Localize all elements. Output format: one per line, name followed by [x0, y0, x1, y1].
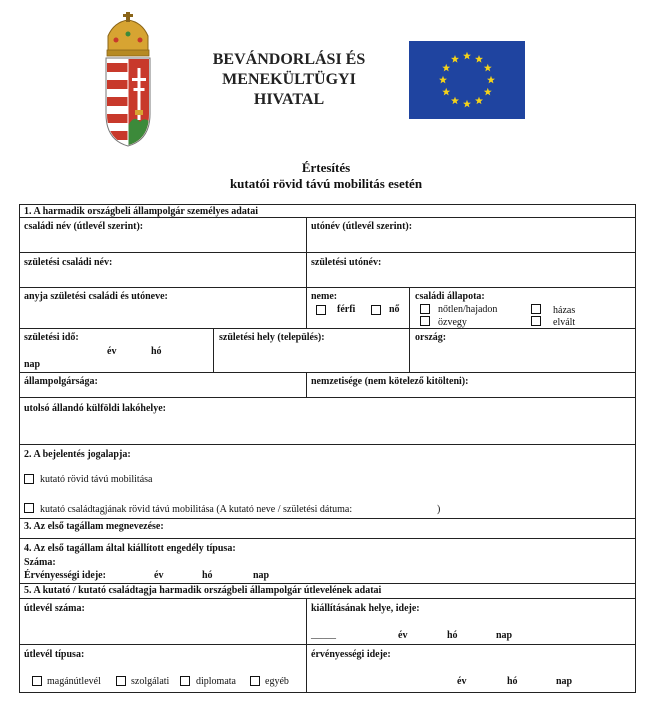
- section-4-header: 4. Az első tagállam által kiállított engedély típusa:: [24, 543, 236, 554]
- marital-divorced-label: elvált: [553, 317, 576, 328]
- passport-type-other-checkbox[interactable]: [250, 676, 260, 686]
- permit-number-label: Száma:: [24, 557, 56, 568]
- birth-place-label: születési hely (település):: [219, 332, 325, 343]
- passport-validity-month-label: hó: [507, 676, 518, 687]
- column-divider: [306, 287, 307, 328]
- marital-divorced-checkbox[interactable]: [531, 316, 541, 326]
- agency-name: [196, 50, 382, 110]
- column-divider: [306, 598, 307, 693]
- row-divider: [19, 328, 636, 329]
- permit-month-label: hó: [202, 570, 213, 581]
- mother-name-label: anyja születési családi és utóneve:: [24, 291, 168, 302]
- permit-year-label: év: [154, 570, 164, 581]
- marital-single-label: nőtlen/hajadon: [438, 304, 498, 315]
- row-divider: [19, 287, 636, 288]
- passport-issue-day-label: nap: [496, 630, 513, 641]
- column-divider: [306, 372, 307, 397]
- passport-type-service-checkbox[interactable]: [116, 676, 126, 686]
- passport-type-private-label: magánútlevél: [47, 676, 101, 687]
- legal-basis-researcher-checkbox[interactable]: [24, 474, 34, 484]
- column-divider: [213, 328, 214, 372]
- birth-day-label: nap: [24, 359, 41, 370]
- marital-married-label: házas: [553, 305, 576, 316]
- row-divider: [19, 252, 636, 253]
- legal-basis-family-close: ): [437, 504, 441, 515]
- marital-status-label: családi állapota:: [415, 291, 485, 302]
- form-subtitle: kutatói rövid távú mobilitás esetén: [229, 176, 423, 191]
- birth-family-name-label: születési családi név:: [24, 257, 113, 268]
- sex-label: neme:: [311, 291, 338, 302]
- marital-widowed-checkbox[interactable]: [420, 316, 430, 326]
- passport-issue-month-label: hó: [447, 630, 458, 641]
- passport-number-label: útlevél száma:: [24, 603, 85, 614]
- passport-type-diplomatic-label: diplomata: [196, 676, 236, 687]
- legal-basis-researcher-label: kutató rövid távú mobilitása: [40, 474, 153, 485]
- column-divider: [306, 217, 307, 287]
- passport-issue-label: kiállításának helye, ideje:: [311, 603, 420, 614]
- sex-male-checkbox[interactable]: [316, 305, 326, 315]
- agency-name-line-1: BEVÁNDORLÁSI ÉS: [212, 51, 366, 68]
- citizenship-label: állampolgársága:: [24, 376, 98, 387]
- passport-validity-day-label: nap: [556, 676, 573, 687]
- passport-validity-year-label: év: [457, 676, 467, 687]
- sex-male-label: férfi: [337, 304, 356, 315]
- birth-year-label: év: [107, 346, 117, 357]
- birth-date-label: születési idő:: [24, 332, 79, 343]
- permit-validity-label: Érvényességi ideje:: [24, 570, 106, 581]
- passport-issue-year-label: év: [398, 630, 408, 641]
- passport-type-label: útlevél típusa:: [24, 649, 85, 660]
- passport-issue-blank: _____: [311, 629, 336, 640]
- permit-day-label: nap: [253, 570, 270, 581]
- marital-single-checkbox[interactable]: [420, 304, 430, 314]
- section-1-header: 1. A harmadik országbeli állampolgár személyes adatai: [24, 206, 258, 217]
- passport-type-diplomatic-checkbox[interactable]: [180, 676, 190, 686]
- legal-basis-family-label: kutató családtagjának rövid távú mobilitása (A kutató neve / születési dátuma:: [40, 504, 353, 515]
- row-divider: [19, 583, 636, 584]
- sex-female-label: nő: [389, 304, 400, 315]
- nationality-label: nemzetisége (nem kötelező kitölteni):: [311, 376, 469, 387]
- form-title: Értesítés: [301, 160, 351, 175]
- given-name-label: utónév (útlevél szerint):: [311, 221, 413, 232]
- hungarian-coat-of-arms-icon: [104, 10, 152, 148]
- row-divider: [19, 397, 636, 398]
- agency-name-line-3: HIVATAL: [253, 91, 325, 108]
- row-divider: [19, 518, 636, 519]
- row-divider: [19, 372, 636, 373]
- country-label: ország:: [415, 332, 447, 343]
- birth-given-name-label: születési utónév:: [311, 257, 382, 268]
- last-residence-label: utolsó állandó külföldi lakóhelye:: [24, 403, 166, 414]
- eu-flag-icon: [409, 41, 525, 119]
- family-name-label: családi név (útlevél szerint):: [24, 221, 144, 232]
- section-2-header: 2. A bejelentés jogalapja:: [24, 449, 131, 460]
- row-divider: [19, 644, 636, 645]
- agency-name-line-2: MENEKÜLTÜGYI: [222, 71, 356, 88]
- section-3-header: 3. Az első tagállam megnevezése:: [24, 521, 164, 532]
- section-5-header: 5. A kutató / kutató családtagja harmadik országbeli állampolgár útlevelének adatai: [24, 585, 382, 596]
- birth-month-label: hó: [151, 346, 162, 357]
- column-divider: [409, 287, 410, 372]
- row-divider: [19, 598, 636, 599]
- legal-basis-family-checkbox[interactable]: [24, 503, 34, 513]
- passport-validity-label: érvényességi ideje:: [311, 649, 391, 660]
- row-divider: [19, 538, 636, 539]
- passport-type-private-checkbox[interactable]: [32, 676, 42, 686]
- marital-married-checkbox[interactable]: [531, 304, 541, 314]
- passport-type-service-label: szolgálati: [131, 676, 170, 687]
- marital-widowed-label: özvegy: [438, 317, 467, 328]
- row-divider: [19, 444, 636, 445]
- passport-type-other-label: egyéb: [265, 676, 289, 687]
- sex-female-checkbox[interactable]: [371, 305, 381, 315]
